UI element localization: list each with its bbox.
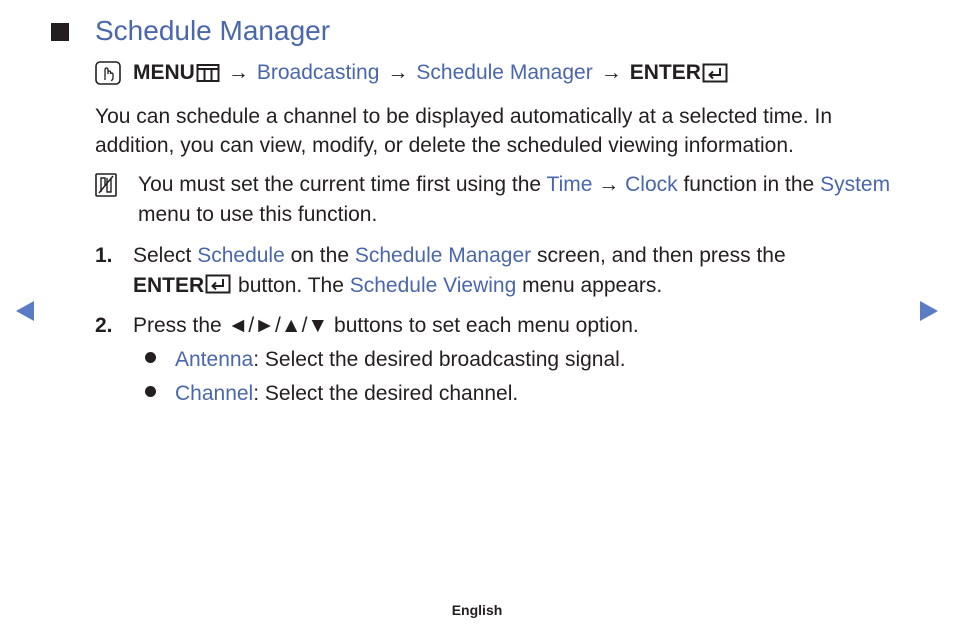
enter-icon (702, 63, 728, 83)
menu-remote-icon (95, 61, 121, 85)
note-clock: Clock (625, 173, 678, 196)
bullet-antenna (145, 345, 626, 375)
note-text: You must set the current time first using the Time → Clock function in the System menu to use this function. (138, 173, 891, 226)
bullet-term: Antenna (175, 348, 254, 371)
step-number: 2. (95, 314, 113, 337)
page-title: Schedule Manager (95, 15, 331, 46)
note-icon (95, 173, 117, 197)
enter-label: ENTER (629, 61, 701, 84)
step-schedule-manager: Schedule Manager (354, 244, 532, 267)
intro-paragraph: You can schedule a channel to be displayed automatically at a selected time. In addition, you can view, modify, or delete the scheduled viewing information. (95, 105, 833, 157)
bullet-term: Channel (175, 382, 254, 405)
note (95, 170, 915, 230)
menu-button-icon (196, 63, 220, 83)
step-2 (95, 311, 915, 341)
step-1 (95, 241, 915, 301)
step-text: Press the ◄/►/▲/▼ buttons to set each menu option. (133, 314, 639, 337)
path-arrow: → (227, 61, 249, 84)
step-enter: ENTER (133, 274, 205, 297)
menu-label: MENU (133, 61, 195, 84)
bullet-channel (145, 379, 518, 409)
menu-path (95, 61, 728, 85)
bullet-dot (145, 386, 156, 397)
note-time: Time (546, 173, 593, 196)
step-text: Select Schedule on the Schedule Manager screen, and then press the ENTER button. The Schedule Viewing menu appears. (133, 244, 786, 297)
footer-language: English (451, 602, 503, 618)
note-system: System (820, 173, 891, 196)
bullet-desc: : Select the desired broadcasting signal. (253, 348, 626, 371)
path-arrow: → (387, 61, 409, 84)
path-broadcasting: Broadcasting (256, 61, 380, 84)
next-page-arrow-icon[interactable] (919, 300, 939, 322)
step-number: 1. (95, 244, 113, 267)
step-schedule-viewing: Schedule Viewing (349, 274, 517, 297)
bullet-dot (145, 352, 156, 363)
path-arrow: → (600, 61, 622, 84)
path-schedule-manager: Schedule Manager (416, 61, 593, 84)
bullet-desc: : Select the desired channel. (253, 382, 519, 405)
enter-icon (205, 274, 231, 294)
heading-bullet-square (51, 23, 69, 41)
step-schedule: Schedule (197, 244, 285, 267)
previous-page-arrow-icon[interactable] (15, 300, 35, 322)
